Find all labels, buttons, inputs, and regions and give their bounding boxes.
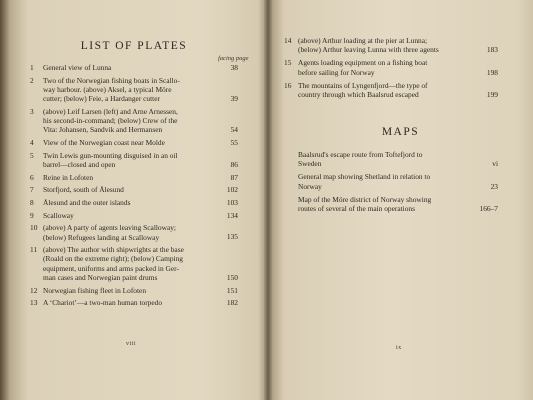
entry-title-line: Reine in Lofoten: [43, 172, 94, 182]
plate-number: 14: [284, 36, 292, 45]
entry-title: [43, 63, 220, 72]
page-number: 39: [230, 94, 238, 104]
map-entry: [284, 195, 498, 213]
entry-title: [43, 211, 220, 220]
entry-title: [298, 195, 476, 213]
page-number: 183: [486, 45, 498, 55]
entry-title: [43, 223, 220, 241]
page-folio-right: ix: [396, 345, 402, 351]
entry-title-line: Twin Lewis gun-mounting disguised in an oil: [43, 150, 178, 160]
page-number: 38: [230, 63, 238, 72]
plate-entry: [30, 76, 238, 104]
entry-title-line: (below) Arthur leaving Lunna with three agents: [298, 45, 439, 55]
right-page: [268, 0, 533, 400]
entry-title: [43, 151, 220, 169]
page-number: 86: [230, 159, 238, 169]
entry-title: [43, 286, 220, 295]
entry-title: [43, 298, 220, 307]
maps-heading: MAPS: [381, 126, 420, 138]
entry-title-line: Vita: Johansen, Sandvik and Hermansen: [43, 125, 163, 135]
entry-title-line: cutter; (below) Feie, a Hardanger cutter: [43, 94, 160, 104]
entry-title-line: Storfjord, south of Ålesund: [43, 185, 124, 195]
map-entry: [284, 172, 498, 190]
plate-entry: [30, 173, 238, 182]
plate-entry: [30, 286, 238, 295]
plate-number: 12: [30, 285, 38, 295]
entry-title-line: Norwegian fishing fleet in Lofoten: [43, 285, 147, 295]
entry-title-line: (Roald on the extreme right); (below) Camping: [43, 254, 183, 264]
entry-title-line: barrel—closed and open: [43, 159, 116, 169]
plate-entry: [30, 185, 238, 194]
plate-entry: [30, 198, 238, 207]
page-number: 102: [226, 185, 238, 195]
entry-title-line: man cases and Norwegian paint drums: [43, 272, 158, 282]
entry-title-line: routes of several of the main operations: [298, 204, 415, 213]
plate-entry: [284, 81, 498, 99]
entry-title-line: The mountains of Lyngenfjord—the type of: [298, 80, 428, 90]
page-number: 199: [486, 89, 498, 99]
plate-number: 10: [30, 223, 38, 233]
entry-title-line: (above) Leif Larsen (left) and Arne Arnessen,: [43, 106, 178, 116]
plate-number: 16: [284, 80, 292, 90]
plate-entry: [284, 36, 498, 54]
plate-number: 6: [30, 172, 34, 182]
page-number: 87: [230, 172, 238, 182]
entry-title: [298, 36, 482, 54]
map-entry: [284, 150, 498, 168]
entry-title: [43, 185, 220, 194]
entry-title-line: equipment, uniforms and arms packed in Ger-: [43, 263, 179, 273]
entry-title-line: Agents loading equipment on a fishing boat: [298, 58, 428, 68]
entry-title: [43, 76, 220, 104]
plate-number: 1: [30, 63, 34, 72]
plate-entry: [30, 138, 238, 147]
plate-entry: [30, 107, 238, 135]
page-number: 198: [486, 67, 498, 77]
plate-entry: [284, 58, 498, 76]
entry-title-line: (below) Refugees landing at Scalloway: [43, 232, 160, 242]
entry-title-line: Scalloway: [43, 210, 74, 220]
plate-number: 15: [284, 58, 292, 68]
entry-title-line: (above) A party of agents leaving Scalloway;: [43, 223, 176, 233]
page-number: 151: [226, 285, 238, 295]
entry-title-line: Ålesund and the outer islands: [43, 197, 131, 207]
plate-number: 9: [30, 210, 34, 220]
facing-page-label: facing page: [218, 55, 249, 62]
entry-title-line: Two of the Norwegian fishing boats in Scallo-: [43, 75, 180, 85]
plate-entry: [30, 151, 238, 169]
entry-title-line: Sweden: [298, 159, 322, 169]
entry-title: [298, 81, 482, 99]
page-number: 135: [226, 232, 238, 242]
plate-number: 2: [30, 75, 34, 85]
plate-number: 13: [30, 298, 38, 308]
page-number: vi: [492, 159, 498, 169]
plate-number: 11: [30, 245, 38, 255]
entry-title-line: way harbour. (above) Aksel, a typical Möre: [43, 84, 172, 94]
entry-title-line: Map of the Möre district of Norway showing: [298, 194, 432, 204]
plate-number: 8: [30, 197, 34, 207]
page-number: 103: [226, 197, 238, 207]
entry-title-line: A ‘Chariot’—a two-man human torpedo: [43, 298, 163, 308]
entry-title-line: (above) The author with shipwrights at the base: [43, 245, 184, 255]
page-number: 134: [226, 210, 238, 220]
entry-title: [43, 138, 220, 147]
entry-title-line: (above) Arthur loading at the pier at Lunna;: [298, 36, 428, 45]
plate-number: 3: [30, 106, 34, 116]
plate-number: 7: [30, 185, 34, 195]
plate-number: 5: [30, 150, 34, 160]
plate-number: 4: [30, 137, 34, 147]
plate-entry: [30, 298, 238, 307]
page-folio-left: viii: [126, 341, 137, 347]
plate-entry: [30, 245, 238, 282]
entry-title-line: General view of Lunna: [43, 63, 112, 72]
page-number: 182: [226, 298, 238, 308]
entry-title: [43, 107, 220, 135]
entry-title-line: country through which Baalsrud escaped: [298, 90, 419, 99]
entry-title: [298, 58, 482, 76]
entry-title-line: View of the Norwegian coast near Molde: [43, 137, 165, 147]
page-number: 150: [226, 272, 238, 282]
page-number: 55: [230, 137, 238, 147]
page-number: 166–7: [479, 203, 498, 213]
entry-title: [43, 198, 220, 207]
plate-entry: [30, 211, 238, 220]
entry-title: [43, 173, 220, 182]
entry-title-line: Norway: [298, 181, 322, 191]
page-number: 54: [230, 125, 238, 135]
entry-title-line: General map showing Shetland in relation to: [298, 172, 431, 182]
book-gutter: [264, 0, 272, 400]
entry-title-line: his second-in-command; (below) Crew of the: [43, 116, 178, 125]
plate-entry: [30, 63, 238, 72]
entry-title-line: before sailing for Norway: [298, 67, 375, 77]
entry-title-line: Baalsrud's escape route from Toftefjord to: [298, 150, 423, 159]
entry-title: [298, 172, 476, 190]
list-of-plates-heading: LIST OF PLATES: [80, 40, 188, 52]
entry-title: [43, 245, 220, 282]
page-number: 23: [490, 181, 498, 191]
entry-title: [298, 150, 476, 168]
plate-entry: [30, 223, 238, 241]
